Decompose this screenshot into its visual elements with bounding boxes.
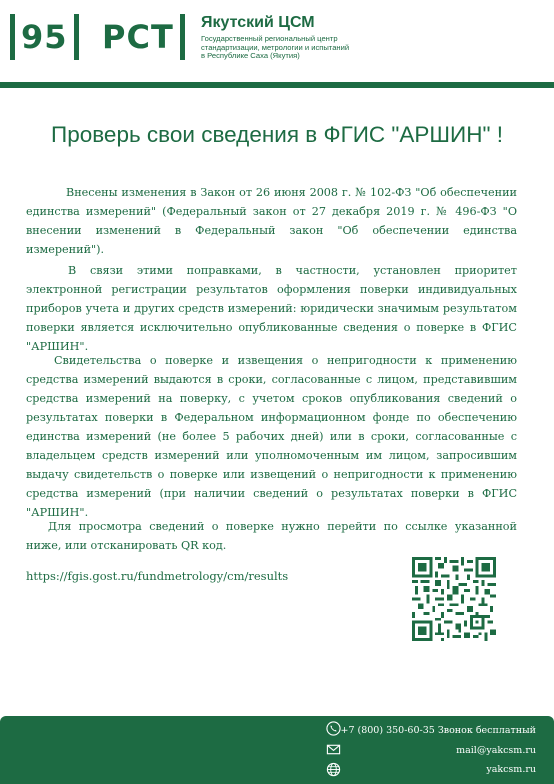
mail-icon	[326, 742, 341, 757]
logo-95-text: 95	[21, 18, 68, 56]
paragraph-certificates: Свидетельства о поверке и извещения о непригодности к применению средства измерений выдаются в сроки, согласованные с лицом, представившим средства измерений на поверку, с учетом сроков опубликования сведений о результатах поверки в Федеральном информационном фонде по обеспечению единства измерений (не более 5 рабочих дней) или в сроки, согласованные с владельцем средств измерений или уполномоченным им лицом, запросившим выдачу свидетельств о поверке или извещений о непригодности к применению средства измерений (при наличии сведений о результатах поверки в ФГИС "АРШИН".	[26, 354, 517, 519]
header	[0, 0, 554, 85]
phone-icon	[326, 721, 341, 736]
footer	[0, 716, 554, 784]
logo-bar	[10, 14, 15, 60]
org-name: Якутский ЦСМ	[201, 14, 315, 31]
org-desc-line3: в Республике Саха (Якутия)	[201, 51, 300, 61]
header-divider	[0, 82, 554, 88]
paragraph-law-changes: Внесены изменения в Закон от 26 июня 2008 г. № 102-ФЗ "Об обеспечении единства измерений" (Федеральный закон от 27 декабря 2019 г. № 496-ФЗ "О внесении изменений в Федеральный закон "Об обеспечении единства измерений").	[26, 186, 517, 256]
org-desc-line2: стандартизации, метрологии и испытаний	[201, 42, 350, 52]
fgis-results-link[interactable]: https://fgis.gost.ru/fundmetrology/cm/results	[26, 569, 289, 583]
logo-bar	[180, 14, 185, 60]
footer-website[interactable]: yakcsm.ru	[486, 764, 536, 775]
footer-phone[interactable]: +7 (800) 350-60-35 Звонок бесплатный	[340, 725, 536, 736]
logo-95	[10, 12, 79, 62]
qr-code	[412, 557, 496, 641]
org-block	[201, 14, 381, 61]
paragraph-priority: В связи этими поправками, в частности, установлен приоритет электронной регистрации результатов оформления поверки индивидуальных приборов учета и других средств измерений: юридически значимым результатом поверки является исключительно опубликованные сведения о поверке в ФГИС "АРШИН".	[26, 264, 517, 353]
globe-icon	[326, 762, 341, 777]
paragraph-instructions: Для просмотра сведений о поверке нужно перейти по ссылке указанной ниже, или отсканировать QR код.	[26, 520, 517, 552]
org-desc-line1: Государственный региональный центр	[201, 34, 338, 43]
page-title: Проверь свои сведения в ФГИС "АРШИН" !	[51, 122, 503, 147]
logo-bar	[74, 14, 79, 60]
logo-rst-text: РСТ	[102, 18, 174, 56]
footer-email[interactable]: mail@yakcsm.ru	[456, 745, 536, 756]
logo-rst	[96, 12, 185, 62]
